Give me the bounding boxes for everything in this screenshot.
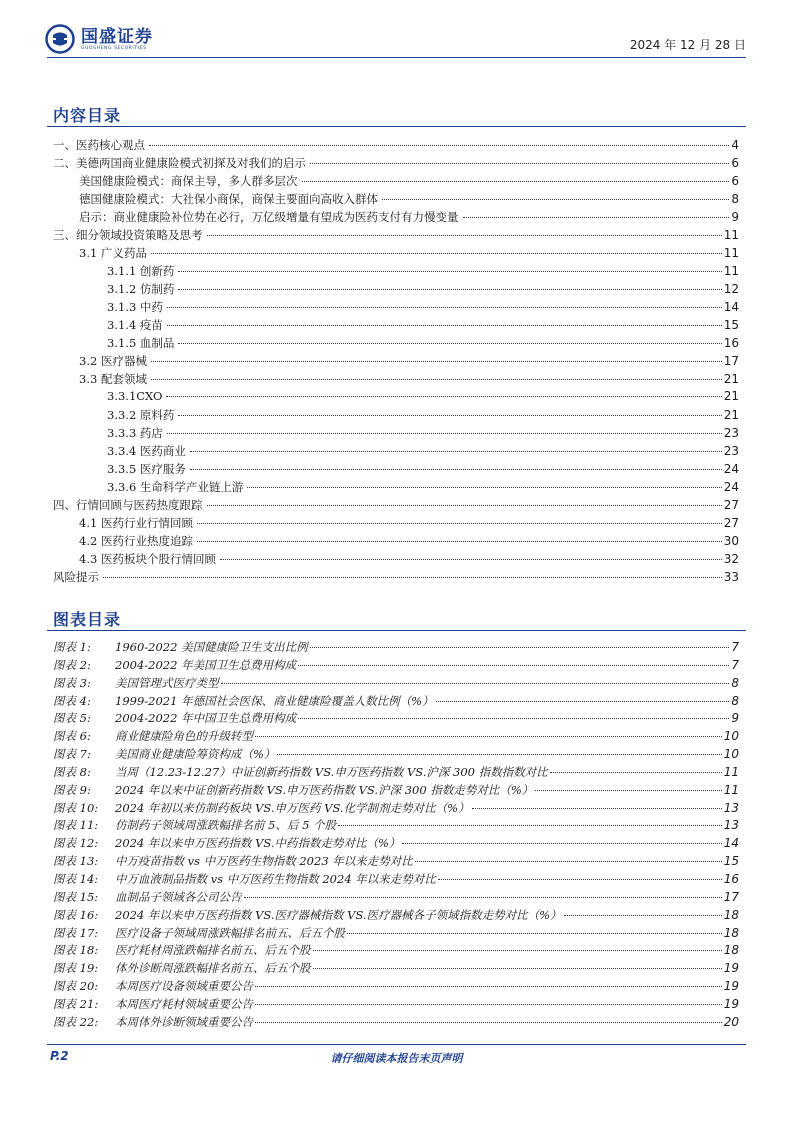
toc-entry-page: 4 bbox=[731, 138, 739, 152]
table-of-contents bbox=[53, 137, 739, 587]
figure-entry-page: 17 bbox=[723, 889, 739, 904]
figure-entry-page: 19 bbox=[723, 979, 739, 994]
dot-leader bbox=[167, 325, 722, 326]
toc-entry-label: 风险提示 bbox=[53, 570, 99, 584]
toc-entry-label: 3.1.2 仿制药 bbox=[107, 282, 175, 296]
toc-entry-label: 3.1.3 中药 bbox=[107, 300, 163, 314]
figure-entry-title: 2024 年以来申万医药指数 VS.中药指数走势对比（%） bbox=[115, 836, 401, 851]
figure-entry-page: 20 bbox=[723, 1014, 739, 1029]
figure-entry-number: 图表 8: bbox=[53, 764, 91, 779]
toc-entry[interactable] bbox=[53, 137, 739, 155]
dot-leader bbox=[277, 754, 721, 755]
toc-entry-label: 4.2 医药行业热度追踪 bbox=[79, 534, 193, 548]
toc-entry-label: 3.1 广义药品 bbox=[79, 246, 147, 260]
dot-leader bbox=[347, 933, 722, 934]
figure-entry[interactable] bbox=[53, 746, 739, 764]
figures-title-divider bbox=[47, 630, 746, 631]
toc-entry-page: 33 bbox=[723, 570, 739, 584]
dot-leader bbox=[247, 487, 721, 488]
footer-disclaimer: 请仔细阅读本报告末页声明 bbox=[330, 1052, 463, 1065]
toc-entry-label: 3.3.5 医疗服务 bbox=[107, 462, 186, 476]
figure-entry-number: 图表 11: bbox=[53, 818, 99, 833]
toc-entry-page: 11 bbox=[723, 246, 739, 260]
figure-entry-page: 10 bbox=[723, 729, 739, 744]
figure-entry-title: 商业健康险角色的升级转型 bbox=[115, 729, 253, 744]
figure-entry[interactable] bbox=[53, 675, 739, 693]
dot-leader bbox=[472, 808, 722, 809]
toc-entry-label: 3.3.4 医药商业 bbox=[107, 444, 186, 458]
figure-entry-number: 图表 16: bbox=[53, 907, 99, 922]
toc-entry-label: 3.3.1CXO bbox=[107, 389, 163, 403]
figure-entry[interactable] bbox=[53, 728, 739, 746]
toc-entry[interactable] bbox=[53, 173, 739, 191]
figure-entry[interactable] bbox=[53, 657, 739, 675]
toc-entry-label: 启示：商业健康险补位势在必行，万亿级增量有望成为医药支付有力慢变量 bbox=[79, 210, 459, 224]
dot-leader bbox=[167, 307, 722, 308]
figure-entry[interactable] bbox=[53, 942, 739, 960]
toc-entry-label: 一、医药核心观点 bbox=[53, 138, 145, 152]
toc-entry[interactable] bbox=[53, 479, 739, 497]
dot-leader bbox=[151, 361, 722, 362]
figure-entry[interactable] bbox=[53, 925, 739, 943]
dot-leader bbox=[178, 343, 721, 344]
figure-entry-title: 2004-2022 年中国卫生总费用构成 bbox=[115, 711, 297, 726]
figure-entry-number: 图表 15: bbox=[53, 889, 99, 904]
figure-entry[interactable] bbox=[53, 978, 739, 996]
dot-leader bbox=[298, 665, 729, 666]
figure-entry-page: 11 bbox=[723, 782, 739, 797]
figure-entry[interactable] bbox=[53, 1014, 739, 1032]
page-number: P.2 bbox=[50, 1049, 69, 1063]
figure-entry-page: 7 bbox=[731, 657, 739, 672]
figure-entry-number: 图表 14: bbox=[53, 871, 99, 886]
list-of-figures bbox=[53, 639, 739, 1032]
dot-leader bbox=[190, 469, 722, 470]
figure-entry-page: 14 bbox=[723, 836, 739, 851]
toc-entry-page: 17 bbox=[723, 354, 739, 368]
toc-entry[interactable] bbox=[53, 209, 739, 227]
dot-leader bbox=[197, 523, 722, 524]
toc-entry[interactable] bbox=[53, 389, 739, 407]
dot-leader bbox=[166, 396, 721, 397]
figure-entry-number: 图表 19: bbox=[53, 961, 99, 976]
figure-entry-page: 13 bbox=[723, 800, 739, 815]
dot-leader bbox=[149, 145, 729, 146]
toc-entry-page: 21 bbox=[723, 408, 739, 422]
toc-entry-page: 12 bbox=[723, 282, 739, 296]
toc-entry-page: 27 bbox=[723, 498, 739, 512]
figure-entry-page: 7 bbox=[731, 640, 739, 654]
figure-entry-title: 1960-2022 美国健康险卫生支出比例 bbox=[115, 640, 308, 654]
toc-entry-label: 美国健康险模式：商保主导，多人群多层次 bbox=[79, 174, 298, 188]
logo-name-cn: 国盛证券 bbox=[81, 26, 153, 47]
toc-entry-label: 三、细分领域投资策略及思考 bbox=[53, 228, 203, 242]
figure-entry[interactable] bbox=[53, 907, 739, 925]
toc-entry-page: 30 bbox=[723, 534, 739, 548]
dot-leader bbox=[313, 950, 722, 951]
figure-entry[interactable] bbox=[53, 889, 739, 907]
figure-entry-number: 图表 22: bbox=[53, 1014, 99, 1029]
figure-entry-number: 图表 9: bbox=[53, 782, 91, 797]
dot-leader bbox=[151, 253, 722, 254]
figure-entry-number: 图表 3: bbox=[53, 675, 91, 690]
dot-leader bbox=[244, 897, 722, 898]
toc-entry[interactable] bbox=[53, 317, 739, 335]
dot-leader bbox=[338, 825, 722, 826]
figure-entry-page: 10 bbox=[723, 747, 739, 762]
figure-entry-number: 图表 20: bbox=[53, 979, 99, 994]
toc-entry[interactable] bbox=[53, 155, 739, 173]
toc-entry-label: 3.1.1 创新药 bbox=[107, 264, 175, 278]
toc-title: 内容目录 bbox=[53, 106, 122, 125]
dot-leader bbox=[438, 879, 722, 880]
toc-entry-page: 32 bbox=[723, 552, 739, 566]
toc-entry-page: 11 bbox=[723, 228, 739, 242]
logo-icon bbox=[45, 24, 75, 54]
toc-entry[interactable] bbox=[53, 227, 739, 245]
figure-entry-title: 1999-2021 年德国社会医保、商业健康险覆盖人数比例（%） bbox=[115, 693, 434, 708]
dot-leader bbox=[167, 433, 722, 434]
dot-leader bbox=[207, 235, 722, 236]
figure-entry[interactable] bbox=[53, 960, 739, 978]
dot-leader bbox=[255, 1022, 722, 1023]
figure-entry[interactable] bbox=[53, 639, 739, 657]
toc-entry[interactable] bbox=[53, 443, 739, 461]
dot-leader bbox=[402, 843, 721, 844]
page-header bbox=[0, 0, 793, 62]
figure-entry-page: 18 bbox=[723, 907, 739, 922]
company-logo bbox=[45, 24, 153, 54]
toc-entry-page: 24 bbox=[723, 480, 739, 494]
figure-entry-title: 2004-2022 年美国卫生总费用构成 bbox=[115, 657, 297, 672]
figure-entry-page: 11 bbox=[723, 764, 739, 779]
figure-entry[interactable] bbox=[53, 817, 739, 835]
dot-leader bbox=[197, 541, 722, 542]
figure-entry[interactable] bbox=[53, 693, 739, 711]
toc-entry[interactable] bbox=[53, 281, 739, 299]
dot-leader bbox=[436, 701, 730, 702]
figure-entry-page: 18 bbox=[723, 943, 739, 958]
figure-entry-title: 美国管理式医疗类型 bbox=[115, 675, 219, 690]
toc-entry[interactable] bbox=[53, 191, 739, 209]
figure-entry-number: 图表 18: bbox=[53, 943, 99, 958]
figure-entry-page: 19 bbox=[723, 996, 739, 1011]
dot-leader bbox=[550, 772, 722, 773]
toc-entry[interactable] bbox=[53, 407, 739, 425]
dot-leader bbox=[415, 861, 722, 862]
figures-title: 图表目录 bbox=[53, 610, 122, 629]
figure-entry-number: 图表 7: bbox=[53, 747, 91, 762]
figure-entry-number: 图表 12: bbox=[53, 836, 99, 851]
figure-entry-number: 图表 5: bbox=[53, 711, 91, 726]
figure-entry[interactable] bbox=[53, 853, 739, 871]
toc-entry-page: 27 bbox=[723, 516, 739, 530]
dot-leader bbox=[255, 736, 722, 737]
figure-entry-number: 图表 6: bbox=[53, 729, 91, 744]
figure-entry-page: 18 bbox=[723, 925, 739, 940]
toc-entry-page: 6 bbox=[731, 156, 739, 170]
toc-entry[interactable] bbox=[53, 245, 739, 263]
figure-entry[interactable] bbox=[53, 782, 739, 800]
figure-entry-title: 中万疫苗指数 vs 中万医药生物指数 2023 年以来走势对比 bbox=[115, 854, 413, 869]
figure-entry-title: 当周（12.23-12.27）中证创新药指数 VS.申万医药指数 VS.沪深 300 指数指数对比 bbox=[115, 764, 548, 779]
toc-entry-page: 23 bbox=[723, 444, 739, 458]
toc-entry-label: 3.2 医疗器械 bbox=[79, 354, 147, 368]
toc-entry-page: 16 bbox=[723, 336, 739, 350]
toc-entry[interactable] bbox=[53, 533, 739, 551]
toc-entry-page: 11 bbox=[723, 264, 739, 278]
dot-leader bbox=[535, 790, 721, 791]
dot-leader bbox=[302, 181, 730, 182]
toc-entry-label: 3.3.6 生命科学产业链上游 bbox=[107, 480, 244, 494]
dot-leader bbox=[178, 271, 721, 272]
figure-entry-page: 15 bbox=[723, 854, 739, 869]
figure-entry-number: 图表 1: bbox=[53, 640, 91, 654]
footer-divider bbox=[47, 1044, 746, 1045]
logo-name-en: GUOSHENG SECURITIES bbox=[81, 45, 147, 51]
figure-entry-number: 图表 2: bbox=[53, 657, 91, 672]
figure-entry-title: 本周医疗耗材领域重要公告 bbox=[115, 996, 253, 1011]
figure-entry-title: 2024 年以来申万医药指数 VS.医疗器械指数 VS.医疗器械各子领域指数走势对比（%） bbox=[115, 907, 562, 922]
toc-entry-page: 6 bbox=[731, 174, 739, 188]
figure-entry-number: 图表 4: bbox=[53, 693, 91, 708]
toc-entry[interactable] bbox=[53, 515, 739, 533]
dot-leader bbox=[298, 718, 729, 719]
figure-entry-title: 中万血液制品指数 vs 中万医药生物指数 2024 年以来走势对比 bbox=[115, 871, 436, 886]
dot-leader bbox=[178, 415, 721, 416]
dot-leader bbox=[313, 968, 722, 969]
toc-entry-page: 21 bbox=[723, 372, 739, 386]
figure-entry-title: 美国商业健康险筹资构成（%） bbox=[115, 747, 276, 762]
dot-leader bbox=[564, 915, 722, 916]
figure-entry-title: 2024 年以来中证创新药指数 VS.申万医药指数 VS.沪深 300 指数走势对比（%） bbox=[115, 782, 534, 797]
toc-entry[interactable] bbox=[53, 299, 739, 317]
dot-leader bbox=[220, 559, 722, 560]
dot-leader bbox=[382, 199, 729, 200]
dot-leader bbox=[103, 577, 722, 578]
figure-entry-number: 图表 17: bbox=[53, 925, 99, 940]
toc-entry-label: 4.1 医药行业行情回顾 bbox=[79, 516, 193, 530]
toc-entry-label: 3.3 配套领域 bbox=[79, 372, 147, 386]
toc-entry[interactable] bbox=[53, 335, 739, 353]
dot-leader bbox=[221, 683, 730, 684]
figure-entry-page: 16 bbox=[723, 871, 739, 886]
figure-entry-page: 8 bbox=[731, 675, 739, 690]
toc-entry-label: 4.3 医药板块个股行情回顾 bbox=[79, 552, 216, 566]
toc-entry-page: 21 bbox=[723, 389, 739, 403]
toc-entry[interactable] bbox=[53, 353, 739, 371]
figure-entry-title: 医疗设备子领域周涨跌幅排名前五、后五个股 bbox=[115, 925, 345, 940]
toc-entry[interactable] bbox=[53, 461, 739, 479]
dot-leader bbox=[190, 451, 722, 452]
figure-entry[interactable] bbox=[53, 835, 739, 853]
figure-entry-page: 13 bbox=[723, 818, 739, 833]
figure-entry-number: 图表 13: bbox=[53, 854, 99, 869]
dot-leader bbox=[310, 647, 730, 648]
figure-entry[interactable] bbox=[53, 764, 739, 782]
toc-entry-label: 3.3.2 原料药 bbox=[107, 408, 175, 422]
dot-leader bbox=[463, 217, 730, 218]
toc-entry[interactable] bbox=[53, 569, 739, 587]
figure-entry[interactable] bbox=[53, 710, 739, 728]
toc-title-divider bbox=[47, 126, 746, 127]
figure-entry-title: 2024 年初以来仿制药板块 VS.申万医药 VS.化学制剂走势对比（%） bbox=[115, 800, 470, 815]
figure-entry-title: 本周医疗设备领域重要公告 bbox=[115, 979, 253, 994]
figure-entry[interactable] bbox=[53, 871, 739, 889]
toc-entry-page: 24 bbox=[723, 462, 739, 476]
figure-entry-number: 图表 10: bbox=[53, 800, 99, 815]
figure-entry-title: 本周体外诊断领域重要公告 bbox=[115, 1014, 253, 1029]
figure-entry-title: 医疗耗材周涨跌幅排名前五、后五个股 bbox=[115, 943, 311, 958]
toc-entry[interactable] bbox=[53, 425, 739, 443]
figure-entry-title: 仿制药子领域周涨跌幅排名前 5、后 5 个股 bbox=[115, 818, 337, 833]
toc-entry-page: 8 bbox=[731, 192, 739, 206]
dot-leader bbox=[207, 505, 722, 506]
toc-entry-label: 德国健康险模式：大社保小商保，商保主要面向高收入群体 bbox=[79, 192, 378, 206]
header-divider bbox=[47, 57, 746, 58]
figure-entry-number: 图表 21: bbox=[53, 996, 99, 1011]
toc-entry-page: 9 bbox=[731, 210, 739, 224]
toc-entry[interactable] bbox=[53, 263, 739, 281]
dot-leader bbox=[178, 289, 721, 290]
dot-leader bbox=[151, 379, 722, 380]
toc-entry-label: 3.1.4 疫苗 bbox=[107, 318, 163, 332]
figure-entry[interactable] bbox=[53, 996, 739, 1014]
figure-entry-title: 体外诊断周涨跌幅排名前五、后五个股 bbox=[115, 961, 311, 976]
figure-entry-title: 血制品子领域各公司公告 bbox=[115, 889, 242, 904]
dot-leader bbox=[310, 163, 729, 164]
toc-entry-label: 四、行情回顾与医药热度跟踪 bbox=[53, 498, 203, 512]
report-date: 2024 年 12 月 28 日 bbox=[629, 38, 746, 52]
figure-entry[interactable] bbox=[53, 800, 739, 818]
figure-entry-page: 9 bbox=[731, 711, 739, 726]
dot-leader bbox=[255, 1004, 722, 1005]
toc-entry-page: 14 bbox=[723, 300, 739, 314]
figure-entry-page: 8 bbox=[731, 693, 739, 708]
toc-entry[interactable] bbox=[53, 497, 739, 515]
toc-entry-label: 二、美德两国商业健康险模式初探及对我们的启示 bbox=[53, 156, 306, 170]
toc-entry[interactable] bbox=[53, 551, 739, 569]
figure-entry-page: 19 bbox=[723, 961, 739, 976]
toc-entry[interactable] bbox=[53, 371, 739, 389]
toc-entry-page: 15 bbox=[723, 318, 739, 332]
toc-entry-label: 3.3.3 药店 bbox=[107, 426, 163, 440]
toc-entry-label: 3.1.5 血制品 bbox=[107, 336, 175, 350]
toc-entry-page: 23 bbox=[723, 426, 739, 440]
dot-leader bbox=[255, 986, 722, 987]
